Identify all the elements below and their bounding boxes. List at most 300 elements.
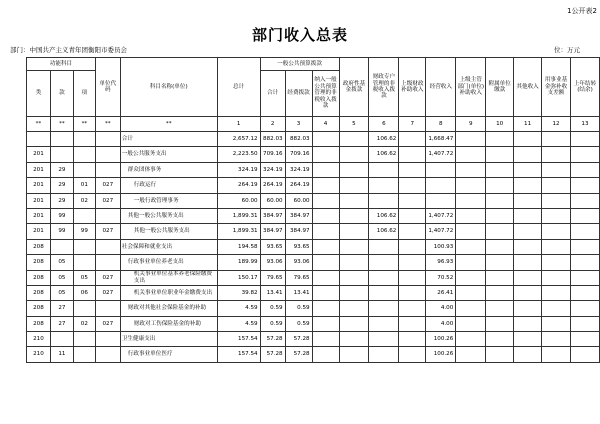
header-gen-fund: 经费拨款: [285, 71, 312, 117]
header-other: 其他收入: [514, 58, 542, 117]
table-row: [27, 208, 600, 223]
cell-gen-nontax: [312, 301, 339, 316]
cell-gen-nontax: [312, 147, 339, 162]
cell-gen-fund: 264.19: [285, 178, 312, 193]
cell-upper-subsidy: [399, 316, 426, 331]
cell-total: 264.19: [217, 178, 260, 193]
cell-fin-account: 106.62: [369, 224, 399, 239]
cell-total: 324.19: [217, 162, 260, 177]
cell-gen-nontax: [312, 270, 339, 285]
cell-gov-fund: [339, 332, 369, 347]
cell-gen-fund: 709.16: [285, 147, 312, 162]
header-fund-balance: 用事业基金弥补收支差额: [542, 58, 571, 117]
cell-other: [514, 193, 542, 208]
cell-upper-subsidy: [399, 332, 426, 347]
cell-xiang: [73, 132, 95, 147]
cell-kuan: 99: [50, 208, 73, 223]
cell-lei: 201: [27, 147, 51, 162]
cell-gen-subtotal: 0.59: [260, 316, 285, 331]
cell-subordinate: [486, 224, 514, 239]
cell-gen-fund: 882.03: [285, 132, 312, 147]
cell-upper-subsidy: [399, 162, 426, 177]
cell-kuan: 05: [50, 270, 73, 285]
cell-supervisor: [456, 347, 486, 362]
cell-upper-subsidy: [399, 132, 426, 147]
cell-upper-subsidy: [399, 239, 426, 254]
cell-other: [514, 178, 542, 193]
table-row: [27, 301, 600, 316]
cell-other: [514, 147, 542, 162]
cell-supervisor: [456, 162, 486, 177]
cell-subordinate: [486, 270, 514, 285]
cell-business: [426, 193, 456, 208]
cell-carryover: [570, 132, 599, 147]
cell-carryover: [570, 147, 599, 162]
cell-name: 行政事业单位养老支出: [120, 255, 217, 270]
cell-other: [514, 224, 542, 239]
cell-xiang: [73, 239, 95, 254]
cell-total: 157.54: [217, 332, 260, 347]
cell-gen-nontax: [312, 285, 339, 300]
cell-xiang: [73, 301, 95, 316]
cell-kuan: 29: [50, 178, 73, 193]
cell-name: 社会保障和就业支出: [120, 239, 217, 254]
cell-business: 1,407.72: [426, 147, 456, 162]
cell-business: 4.00: [426, 316, 456, 331]
cell-fund-balance: [542, 178, 571, 193]
cell-fin-account: [369, 239, 399, 254]
cell-kuan: 27: [50, 301, 73, 316]
cell-gen-nontax: [312, 132, 339, 147]
cell-xiang: 02: [73, 193, 95, 208]
cell-fund-balance: [542, 208, 571, 223]
cell-fin-account: [369, 255, 399, 270]
cell-code: 027: [95, 316, 120, 331]
cell-supervisor: [456, 239, 486, 254]
cell-gen-nontax: [312, 178, 339, 193]
cell-name: 群众团体事务: [120, 162, 217, 177]
cell-subordinate: [486, 301, 514, 316]
cell-business: 1,668.47: [426, 132, 456, 147]
cell-code: [95, 162, 120, 177]
cell-fund-balance: [542, 239, 571, 254]
cell-gen-fund: 384.97: [285, 224, 312, 239]
table-row: [27, 162, 600, 177]
cell-gov-fund: [339, 178, 369, 193]
cell-subordinate: [486, 162, 514, 177]
cell-carryover: [570, 332, 599, 347]
cell-other: [514, 347, 542, 362]
cell-gen-subtotal: 709.16: [260, 147, 285, 162]
header-general-budget: 一般公共预算拨款: [260, 58, 339, 71]
cell-fund-balance: [542, 285, 571, 300]
cell-gen-subtotal: 57.28: [260, 347, 285, 362]
table-row: [27, 316, 600, 331]
cell-business: [426, 162, 456, 177]
cell-business: 26.41: [426, 285, 456, 300]
cell-upper-subsidy: [399, 270, 426, 285]
cell-gen-fund: 13.41: [285, 285, 312, 300]
cell-other: [514, 255, 542, 270]
cell-subordinate: [486, 316, 514, 331]
cell-kuan: 27: [50, 316, 73, 331]
cell-gen-fund: 93.65: [285, 239, 312, 254]
cell-fund-balance: [542, 132, 571, 147]
cell-gen-fund: 324.19: [285, 162, 312, 177]
cell-gov-fund: [339, 193, 369, 208]
cell-business: 4.00: [426, 301, 456, 316]
cell-carryover: [570, 270, 599, 285]
cell-fin-account: [369, 316, 399, 331]
cell-subordinate: [486, 193, 514, 208]
header-xiang: 项: [73, 71, 95, 117]
cell-kuan: [50, 132, 73, 147]
header-name: 科目名称(单位): [120, 58, 217, 117]
cell-name: 其他一般公共服务支出: [120, 224, 217, 239]
cell-other: [514, 332, 542, 347]
cell-name: 一般公共服务支出: [120, 147, 217, 162]
cell-other: [514, 301, 542, 316]
cell-fin-account: 106.62: [369, 132, 399, 147]
cell-lei: 201: [27, 193, 51, 208]
table-row: [27, 178, 600, 193]
cell-subordinate: [486, 147, 514, 162]
cell-fund-balance: [542, 316, 571, 331]
cell-fin-account: [369, 301, 399, 316]
cell-upper-subsidy: [399, 178, 426, 193]
cell-gen-subtotal: 57.28: [260, 332, 285, 347]
cell-total: 2,657.12: [217, 132, 260, 147]
cell-name: 财政对工伤保险基金的补助: [120, 316, 217, 331]
cell-fund-balance: [542, 255, 571, 270]
cell-code: 027: [95, 270, 120, 285]
cell-subordinate: [486, 285, 514, 300]
cell-subordinate: [486, 208, 514, 223]
cell-other: [514, 285, 542, 300]
cell-carryover: [570, 178, 599, 193]
cell-gen-fund: 79.65: [285, 270, 312, 285]
cell-other: [514, 132, 542, 147]
cell-total: 4.59: [217, 301, 260, 316]
cell-xiang: 02: [73, 316, 95, 331]
cell-gen-fund: 93.06: [285, 255, 312, 270]
cell-fin-account: 106.62: [369, 208, 399, 223]
cell-gen-nontax: [312, 347, 339, 362]
cell-supervisor: [456, 193, 486, 208]
cell-carryover: [570, 162, 599, 177]
cell-business: 70.52: [426, 270, 456, 285]
header-subordinate: 附属单位缴款: [486, 58, 514, 117]
cell-gen-subtotal: 384.97: [260, 208, 285, 223]
cell-supervisor: [456, 132, 486, 147]
cell-gen-nontax: [312, 332, 339, 347]
table-row: [27, 255, 600, 270]
cell-code: [95, 255, 120, 270]
header-kuan: 款: [50, 71, 73, 117]
header-func: 功能科目: [27, 58, 96, 71]
page-title: 部门收入总表: [251, 26, 348, 44]
cell-xiang: 06: [73, 285, 95, 300]
cell-supervisor: [456, 316, 486, 331]
cell-gen-nontax: [312, 255, 339, 270]
cell-xiang: [73, 208, 95, 223]
cell-business: 1,407.72: [426, 208, 456, 223]
cell-lei: [27, 132, 51, 147]
cell-gen-nontax: [312, 239, 339, 254]
cell-name: 行政事业单位医疗: [120, 347, 217, 362]
cell-gen-nontax: [312, 193, 339, 208]
cell-name: 合计: [120, 132, 217, 147]
cell-xiang: 99: [73, 224, 95, 239]
cell-gen-nontax: [312, 224, 339, 239]
income-table: [26, 57, 600, 363]
cell-gov-fund: [339, 270, 369, 285]
department-label: 部门：中国共产主义青年团衡阳市委员会: [10, 46, 127, 54]
cell-gen-subtotal: 93.06: [260, 255, 285, 270]
table-row: [27, 132, 600, 147]
cell-kuan: 05: [50, 285, 73, 300]
cell-gen-subtotal: 264.19: [260, 178, 285, 193]
cell-gen-subtotal: 384.97: [260, 224, 285, 239]
cell-gov-fund: [339, 147, 369, 162]
cell-carryover: [570, 301, 599, 316]
table-row: [27, 224, 600, 239]
cell-fin-account: [369, 270, 399, 285]
cell-total: 1,899.31: [217, 208, 260, 223]
cell-fund-balance: [542, 332, 571, 347]
cell-total: 150.17: [217, 270, 260, 285]
cell-code: 027: [95, 193, 120, 208]
cell-lei: 201: [27, 224, 51, 239]
cell-lei: 208: [27, 255, 51, 270]
cell-supervisor: [456, 255, 486, 270]
cell-upper-subsidy: [399, 224, 426, 239]
cell-fin-account: [369, 178, 399, 193]
cell-code: [95, 147, 120, 162]
cell-lei: 208: [27, 270, 51, 285]
unit-label: 位：万元: [554, 46, 580, 54]
cell-gen-nontax: [312, 316, 339, 331]
cell-lei: 208: [27, 301, 51, 316]
cell-total: 60.00: [217, 193, 260, 208]
cell-gen-subtotal: 79.65: [260, 270, 285, 285]
cell-gen-subtotal: 93.65: [260, 239, 285, 254]
cell-gov-fund: [339, 285, 369, 300]
cell-upper-subsidy: [399, 255, 426, 270]
header-supervisor: 上级主管部门(单位)补助收入: [456, 58, 486, 117]
cell-lei: 201: [27, 162, 51, 177]
cell-upper-subsidy: [399, 285, 426, 300]
cell-gov-fund: [339, 162, 369, 177]
header-carryover: 上年结转(结余): [570, 58, 599, 117]
cell-fund-balance: [542, 347, 571, 362]
cell-xiang: 05: [73, 270, 95, 285]
cell-xiang: [73, 347, 95, 362]
header-gen-nontax: 纳入一般公共预算管理的非税收入拨款: [312, 71, 339, 117]
cell-business: 100.93: [426, 239, 456, 254]
cell-supervisor: [456, 208, 486, 223]
cell-subordinate: [486, 332, 514, 347]
cell-other: [514, 316, 542, 331]
cell-kuan: 11: [50, 347, 73, 362]
cell-business: 100.26: [426, 347, 456, 362]
cell-code: [95, 239, 120, 254]
cell-carryover: [570, 208, 599, 223]
cell-other: [514, 270, 542, 285]
cell-gov-fund: [339, 239, 369, 254]
cell-fin-account: [369, 162, 399, 177]
cell-name: 机关事业单位基本养老保险缴费支出: [120, 270, 217, 285]
cell-code: [95, 301, 120, 316]
cell-xiang: 01: [73, 178, 95, 193]
cell-gov-fund: [339, 347, 369, 362]
header-gen-subtotal: 合计: [260, 71, 285, 117]
cell-carryover: [570, 193, 599, 208]
cell-name: 卫生健康支出: [120, 332, 217, 347]
cell-business: 96.93: [426, 255, 456, 270]
cell-gen-subtotal: 0.59: [260, 301, 285, 316]
cell-lei: 201: [27, 208, 51, 223]
cell-xiang: [73, 332, 95, 347]
cell-code: 027: [95, 224, 120, 239]
cell-upper-subsidy: [399, 347, 426, 362]
table-row: [27, 239, 600, 254]
cell-gov-fund: [339, 224, 369, 239]
header-lei: 类: [27, 71, 51, 117]
cell-kuan: 05: [50, 255, 73, 270]
cell-carryover: [570, 224, 599, 239]
cell-supervisor: [456, 147, 486, 162]
cell-carryover: [570, 347, 599, 362]
cell-name: 其他一般公共服务支出: [120, 208, 217, 223]
cell-lei: 210: [27, 332, 51, 347]
cell-gen-nontax: [312, 208, 339, 223]
cell-xiang: [73, 162, 95, 177]
cell-total: 2,223.50: [217, 147, 260, 162]
cell-gen-nontax: [312, 162, 339, 177]
cell-supervisor: [456, 301, 486, 316]
cell-code: [95, 132, 120, 147]
cell-name: 财政对其他社会保险基金的补助: [120, 301, 217, 316]
cell-business: 100.26: [426, 332, 456, 347]
cell-xiang: [73, 147, 95, 162]
cell-upper-subsidy: [399, 193, 426, 208]
cell-lei: 208: [27, 316, 51, 331]
header-fin-account: 财政专户管理的非税收入拨款: [369, 58, 399, 117]
cell-gen-fund: 57.28: [285, 332, 312, 347]
cell-upper-subsidy: [399, 301, 426, 316]
cell-other: [514, 239, 542, 254]
cell-fund-balance: [542, 162, 571, 177]
cell-code: 027: [95, 178, 120, 193]
table-row: [27, 285, 600, 300]
cell-supervisor: [456, 285, 486, 300]
cell-upper-subsidy: [399, 147, 426, 162]
cell-carryover: [570, 239, 599, 254]
cell-gov-fund: [339, 316, 369, 331]
cell-code: 027: [95, 285, 120, 300]
header-business: 经营收入: [426, 58, 456, 117]
table-row: [27, 147, 600, 162]
cell-total: 39.82: [217, 285, 260, 300]
cell-lei: 208: [27, 285, 51, 300]
cell-gen-fund: 0.59: [285, 316, 312, 331]
header-total: 总计: [217, 58, 260, 117]
cell-kuan: 99: [50, 224, 73, 239]
cell-total: 4.59: [217, 316, 260, 331]
table-row: [27, 193, 600, 208]
cell-gen-fund: 0.59: [285, 301, 312, 316]
cell-gov-fund: [339, 255, 369, 270]
cell-subordinate: [486, 178, 514, 193]
cell-upper-subsidy: [399, 208, 426, 223]
header-gov-fund: 政府性基金拨款: [339, 58, 369, 117]
cell-kuan: [50, 332, 73, 347]
cell-code: [95, 332, 120, 347]
cell-fund-balance: [542, 193, 571, 208]
cell-fin-account: 106.62: [369, 147, 399, 162]
cell-total: 1,899.31: [217, 224, 260, 239]
cell-supervisor: [456, 178, 486, 193]
cell-fin-account: [369, 347, 399, 362]
form-tag: 1公开表2: [567, 7, 597, 15]
cell-code: [95, 208, 120, 223]
cell-total: 189.99: [217, 255, 260, 270]
cell-gov-fund: [339, 301, 369, 316]
cell-total: 194.58: [217, 239, 260, 254]
cell-kuan: 29: [50, 162, 73, 177]
cell-gov-fund: [339, 208, 369, 223]
cell-gen-subtotal: 324.19: [260, 162, 285, 177]
cell-subordinate: [486, 239, 514, 254]
table-row: [27, 332, 600, 347]
cell-fund-balance: [542, 270, 571, 285]
cell-fund-balance: [542, 147, 571, 162]
cell-fund-balance: [542, 224, 571, 239]
cell-gen-subtotal: 13.41: [260, 285, 285, 300]
cell-name: 行政运行: [120, 178, 217, 193]
cell-gen-subtotal: 60.00: [260, 193, 285, 208]
cell-other: [514, 208, 542, 223]
cell-kuan: [50, 239, 73, 254]
cell-subordinate: [486, 132, 514, 147]
cell-fin-account: [369, 285, 399, 300]
cell-fin-account: [369, 193, 399, 208]
cell-subordinate: [486, 347, 514, 362]
cell-other: [514, 162, 542, 177]
cell-code: [95, 347, 120, 362]
cell-gen-fund: 60.00: [285, 193, 312, 208]
cell-name: 一般行政管理事务: [120, 193, 217, 208]
cell-fin-account: [369, 332, 399, 347]
cell-business: 1,407.72: [426, 224, 456, 239]
cell-supervisor: [456, 224, 486, 239]
cell-gen-fund: 384.97: [285, 208, 312, 223]
header-code: 单位代码: [95, 58, 120, 117]
table-row: [27, 270, 600, 285]
cell-gen-subtotal: 882.03: [260, 132, 285, 147]
cell-lei: 210: [27, 347, 51, 362]
cell-business: [426, 178, 456, 193]
cell-gen-fund: 57.28: [285, 347, 312, 362]
cell-kuan: [50, 147, 73, 162]
cell-lei: 208: [27, 239, 51, 254]
cell-xiang: [73, 255, 95, 270]
cell-supervisor: [456, 270, 486, 285]
cell-carryover: [570, 285, 599, 300]
cell-lei: 201: [27, 178, 51, 193]
cell-carryover: [570, 316, 599, 331]
